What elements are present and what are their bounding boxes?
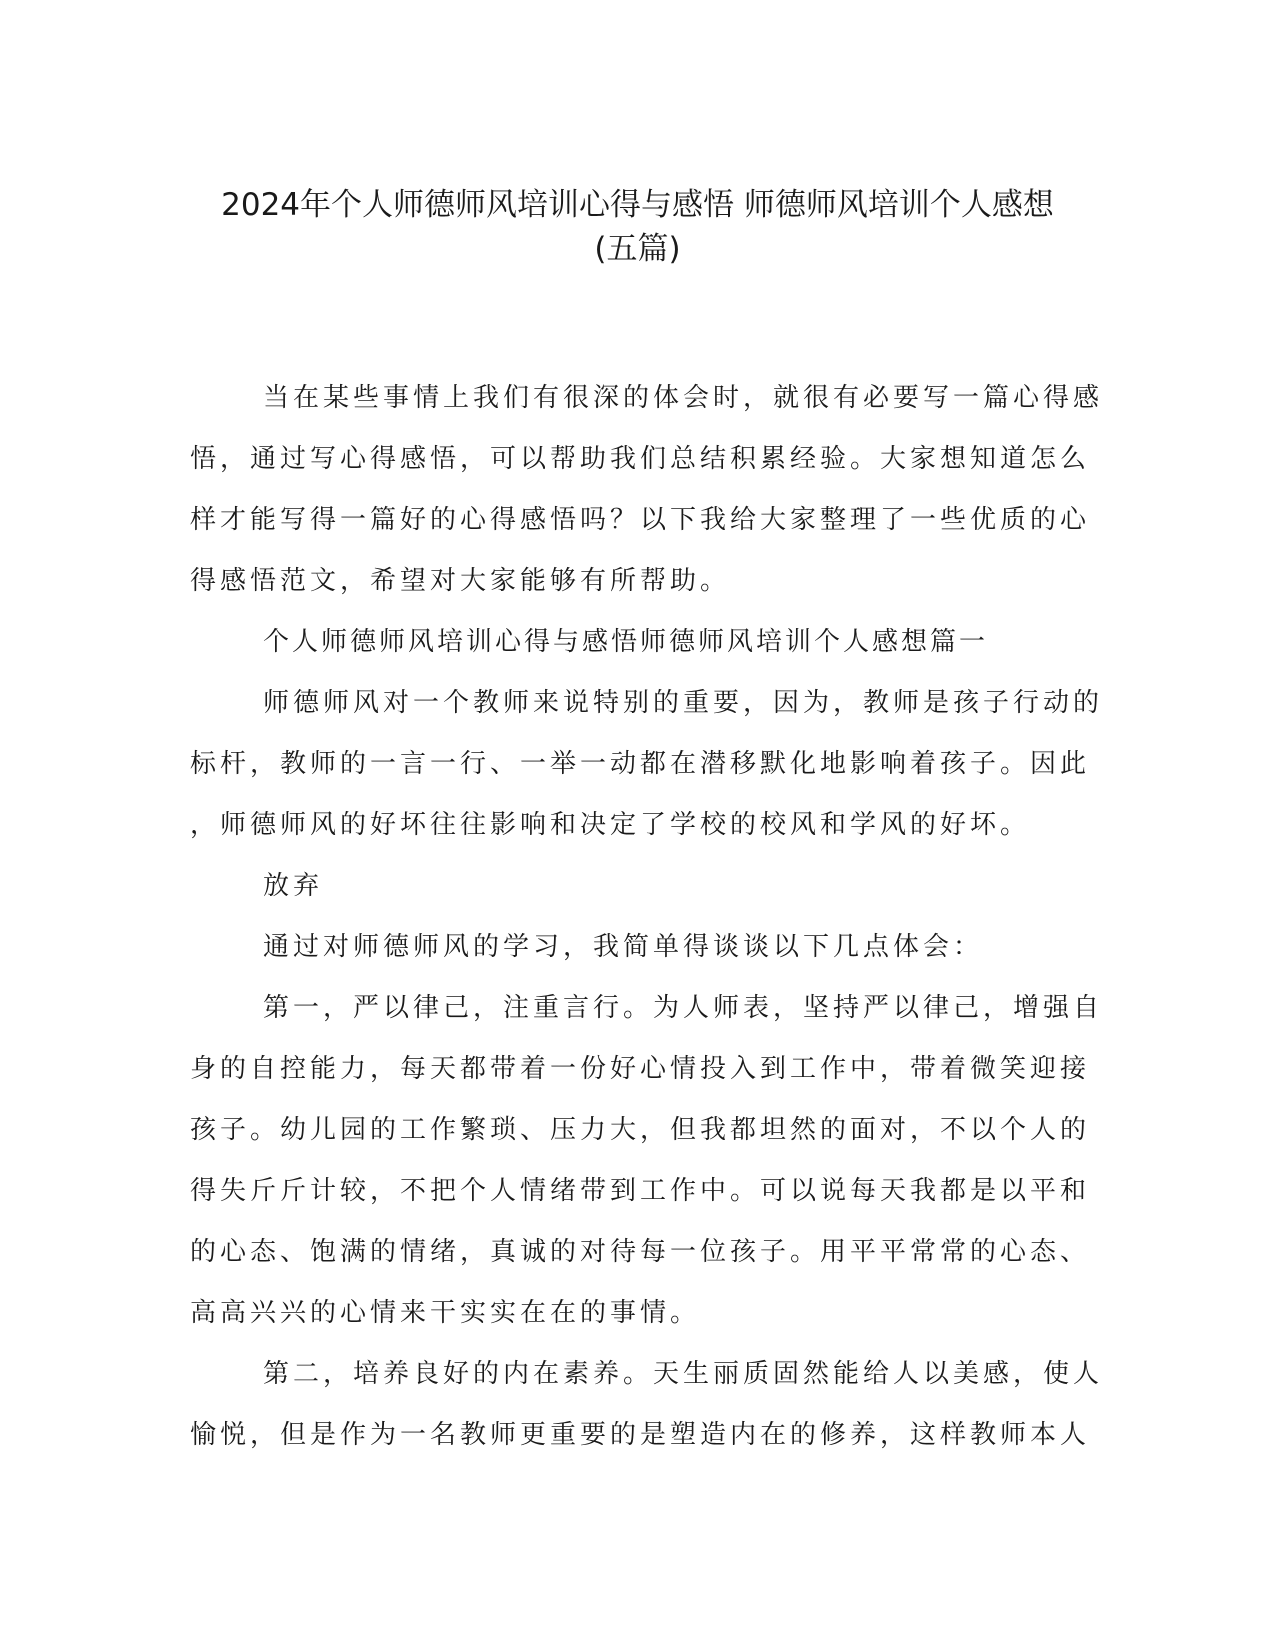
paragraph [190,1344,1104,1466]
text-line: 高高兴兴的心情来干实实在在的事情。 [190,1298,701,1328]
text-line: 当在某些事情上我们有很深的体会时，就很有必要写一篇心得感 [263,383,1104,413]
paragraph [190,673,1104,856]
text-line: 样才能写得一篇好的心得感悟吗？以下我给大家整理了一些优质的心 [190,505,1091,535]
text-line: 第一，严以律己，注重言行。为人师表，坚持严以律己，增强自 [263,993,1104,1023]
text-line: 标杆，教师的一言一行、一举一动都在潜移默化地影响着孩子。因此 [190,749,1091,779]
text-line: 孩子。幼儿园的工作繁琐、压力大，但我都坦然的面对，不以个人的 [190,1115,1091,1145]
text-line: ，师德师风的好坏往往影响和决定了学校的校风和学风的好坏。 [190,810,1031,840]
text-line: 悟，通过写心得感悟，可以帮助我们总结积累经验。大家想知道怎么 [190,444,1091,474]
paragraph [190,978,1104,1344]
text-line: 通过对师德师风的学习，我简单得谈谈以下几点体会： [263,932,984,962]
paragraph-intro [190,368,1104,612]
text-line: 个人师德师风培训心得与感悟师德师风培训个人感想篇一 [263,627,989,657]
text-line: 师德师风对一个教师来说特别的重要，因为，教师是孩子行动的 [263,688,1104,718]
text-line: 愉悦，但是作为一名教师更重要的是塑造内在的修养，这样教师本人 [190,1420,1091,1450]
text-line: 第二，培养良好的内在素养。天生丽质固然能给人以美感，使人 [263,1359,1104,1389]
document-title [150,183,1125,271]
paragraph [190,856,1090,917]
text-line: 得感悟范文，希望对大家能够有所帮助。 [190,566,731,596]
document-body [190,368,1104,1466]
text-line: 身的自控能力，每天都带着一份好心情投入到工作中，带着微笑迎接 [190,1054,1091,1084]
paragraph [190,917,1090,978]
text-line: 放弃 [263,871,324,901]
title-line: 2024年个人师德师风培训心得与感悟 师德师风培训个人感想 [221,187,1054,223]
section-heading [190,612,1090,673]
text-line: 的心态、饱满的情绪，真诚的对待每一位孩子。用平平常常的心态、 [190,1237,1091,1267]
title-line: (五篇) [594,231,681,267]
text-line: 得失斤斤计较，不把个人情绪带到工作中。可以说每天我都是以平和 [190,1176,1091,1206]
